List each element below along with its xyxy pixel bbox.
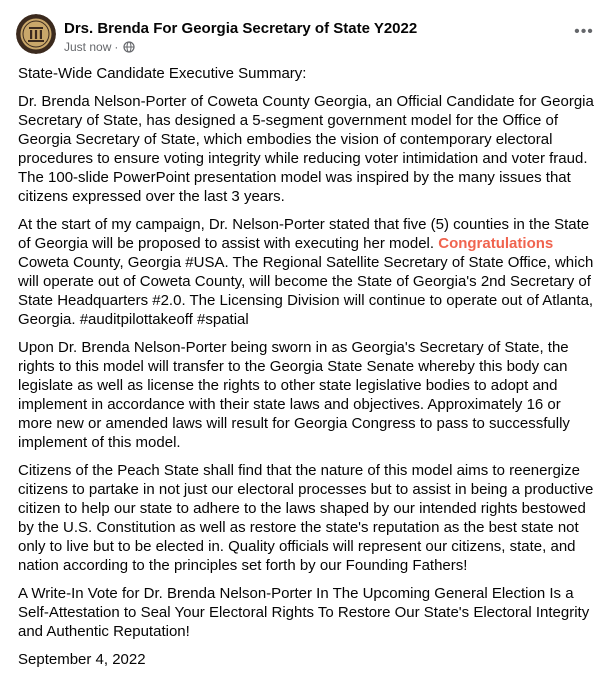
post-author-name[interactable]: Drs. Brenda For Georgia Secretary of State Y2022 [64,20,418,37]
avatar[interactable] [16,14,56,54]
post-intro: State-Wide Candidate Executive Summary: [18,65,307,82]
post-meta [64,40,135,54]
post-paragraph-1: Dr. Brenda Nelson-Porter of Coweta County Georgia, an Official Candidate for Georgia Secretary of State, has designed a 5-segment government model for the Office of Georgia Secretary of State, which embodies the vision of contemporary electoral procedures to ensure voting integrity while reducing voter intimidation and voter fraud. The 100-slide PowerPoint presentation model was inspired by the many issues that citizens expressed over the last 3 years. [18,93,594,205]
paragraph-2-text-end: Coweta County, Georgia #USA. The Regional Satellite Secretary of State Office, which will operate out of Coweta County, will become the State of Georgia's 2nd Secretary of State Headquarters #2.0. The Licensing Division will continue to operate out of Atlanta, Georgia. #auditpilottakeoff #spatial [18,254,594,328]
meta-separator: · [114,40,119,54]
globe-icon[interactable] [123,41,135,53]
post-timestamp[interactable]: Just now [64,40,112,54]
post-paragraph-2 [18,215,594,329]
congratulations-highlight: Congratulations [438,235,554,252]
seal-icon [16,14,56,54]
post-date: September 4, 2022 [18,651,146,668]
post-paragraph-3: Upon Dr. Brenda Nelson-Porter being sworn in as Georgia's Secretary of State, the rights to this model will transfer to the Georgia State Senate whereby this body can legislate as well as license the rights to other state legislative bodies to adopt and implement in accordance with their state laws and objectives. Approximately 16 or more new or amended laws will result for Georgia Congress to pass to successfully implement of this model. [18,339,570,451]
post-header [0,0,606,64]
paragraph-2-text-start: At the start of my campaign, Dr. Nelson-Porter stated that five (5) counties in the State of Georgia will be proposed to assist with executing her model. [18,216,590,252]
more-options-button[interactable]: ••• [574,23,594,40]
post-body [18,64,594,678]
post-paragraph-4: Citizens of the Peach State shall find that the nature of this model aims to reenergize citizens to partake in not just our electoral processes but to assist in being a productive citizen to help our state to adhere to the laws shaped by our intended rights bestowed by the U.S. Constitution as well as restore the state's reputation as the best state not only to live but to be elected in. Quality officials will represent our citizens, state, and nation according to the principles set forth by our Founding Fathers! [18,462,594,574]
post-paragraph-5: A Write-In Vote for Dr. Brenda Nelson-Porter In The Upcoming General Election Is a Self-Attestation to Seal Your Electoral Rights To Restore Our State's Electoral Integrity and Authentic Reputation! [18,585,590,640]
